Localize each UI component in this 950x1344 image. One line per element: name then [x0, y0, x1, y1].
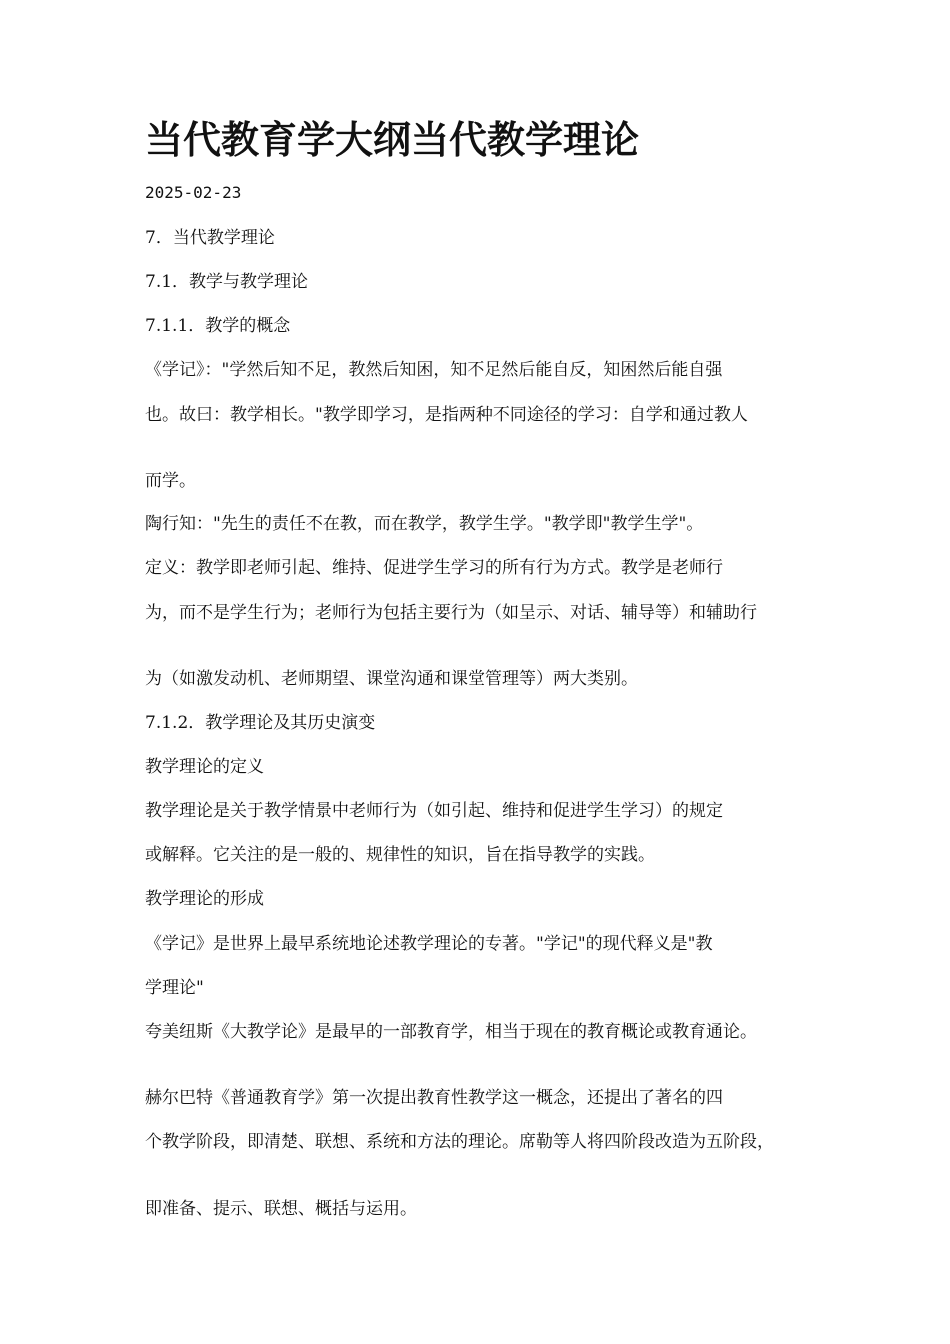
paragraph-line: 《学记》是世界上最早系统地论述教学理论的专著。"学记"的现代释义是"教: [145, 934, 713, 954]
paragraph-line: 夸美纽斯《大教学论》是最早的一部教育学，相当于现在的教育概论或教育通论。: [145, 1022, 757, 1042]
paragraph-line: 个教学阶段，即清楚、联想、系统和方法的理论。席勒等人将四阶段改造为五阶段，: [145, 1132, 774, 1152]
paragraph-line: 或解释。它关注的是一般的、规律性的知识，旨在指导教学的实践。: [145, 845, 655, 865]
paragraph-line: 陶行知："先生的责任不在教，而在教学，教学生学。"教学即"教学生学"。: [145, 514, 704, 534]
heading-section-7-1-2: 7.1.2．教学理论及其历史演变: [145, 713, 376, 733]
document-title: 当代教育学大纲当代教学理论: [145, 118, 640, 162]
paragraph-line: 《学记》："学然后知不足，教然后知困，知不足然后能自反，知困然后能自强: [145, 360, 723, 380]
paragraph-line: 而学。: [145, 471, 196, 491]
subheading-definition: 教学理论的定义: [145, 757, 264, 777]
subheading-formation: 教学理论的形成: [145, 889, 264, 909]
document-page: [145, 0, 810, 1344]
paragraph-line: 为，而不是学生行为；老师行为包括主要行为（如呈示、对话、辅导等）和辅助行: [145, 603, 757, 623]
document-date: 2025-02-23: [145, 183, 242, 202]
paragraph-line: 即准备、提示、联想、概括与运用。: [145, 1199, 417, 1219]
paragraph-line: 也。故曰：教学相长。"教学即学习，是指两种不同途径的学习：自学和通过教人: [145, 405, 748, 425]
heading-section-7-1-1: 7.1.1．教学的概念: [145, 316, 291, 336]
paragraph-line: 赫尔巴特《普通教育学》第一次提出教育性教学这一概念，还提出了著名的四: [145, 1088, 723, 1108]
paragraph-line: 定义：教学即老师引起、维持、促进学生学习的所有行为方式。教学是老师行: [145, 558, 723, 578]
paragraph-line: 为（如激发动机、老师期望、课堂沟通和课堂管理等）两大类别。: [145, 669, 638, 689]
heading-section-7-1: 7.1．教学与教学理论: [145, 272, 309, 292]
paragraph-line: 学理论": [145, 978, 204, 998]
heading-section-7: 7．当代教学理论: [145, 228, 275, 248]
paragraph-line: 教学理论是关于教学情景中老师行为（如引起、维持和促进学生学习）的规定: [145, 801, 723, 821]
